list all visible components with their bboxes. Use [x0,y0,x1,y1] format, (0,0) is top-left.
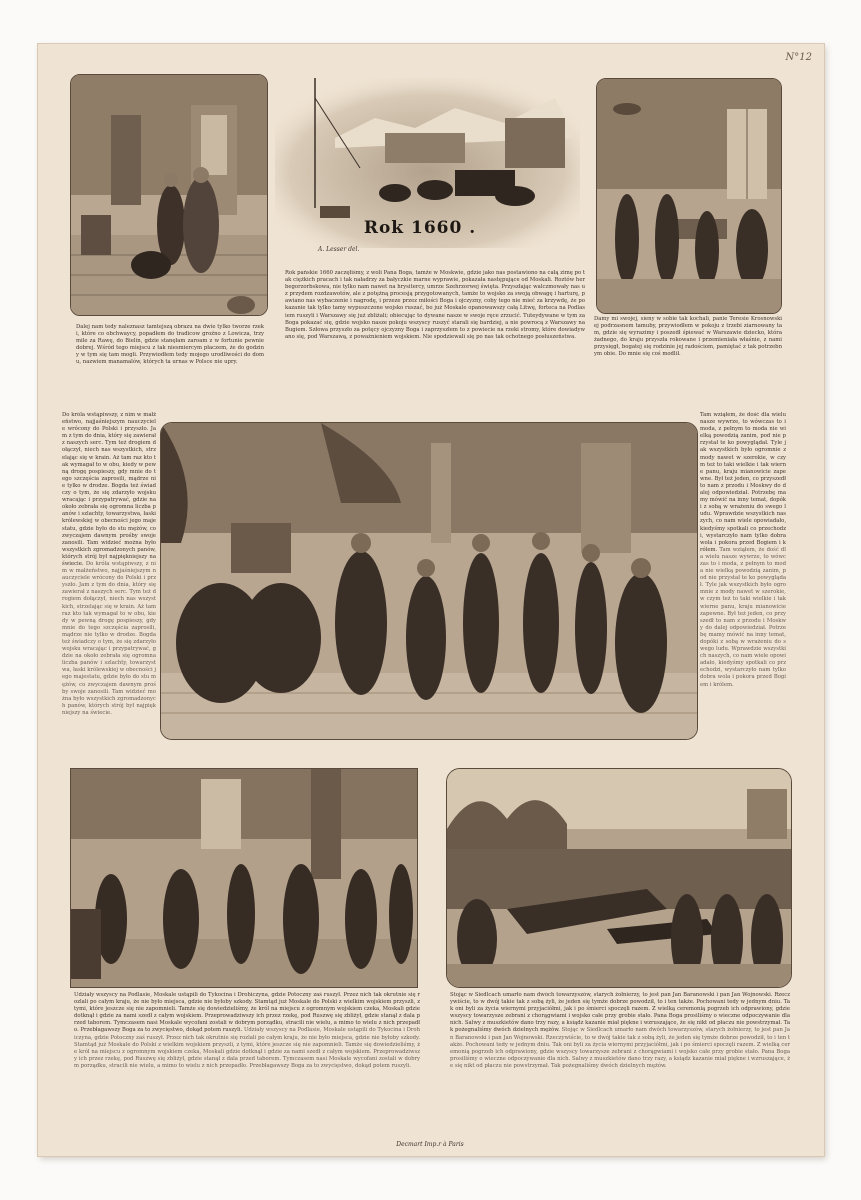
engraving-interior-scene [596,78,782,314]
caption-bottom-left-continued: Udziały wszyscy na Podlasie, Moskale ustąpili do Tykocina i Drohiczyna, gdzie Potoczny zaś ruszył. Przez nich tak okrutnie się rozlali po całym kraju, że nie było miejsca, gdzie nie byłoby szkody. Stamtąd już Moskale do Polski z wielkim wojskiem przyszli, z tymi, które jeszcze się nie zapomnieli. Tamże się dowiedzieliśmy, że król na miejscu z ogromnym wojskiem czeka, Moskali gdzie dotknął i gdzie za nami szedł z całym wojskiem. Przeprowadziwszy ich przez rzekę, pod Ruszwę się zbliżył, gdzie stanął z dala przed taborem. Tymczasem nasi Moskale wycofani zostali w dobrym porządku, stracili nie wielu, a mimo to wielu z nich przepadło. Przebłagawszy Boga za to zwycięstwo, dokąd potem ruszyli. [74,1027,420,1069]
engraving-funeral-scene [446,768,792,988]
caption-middle-right-continued: Tam wziąłem, że dość dla wielu nasze wywrze, to wówczas to i moda, z pełnym to moda nie wielką powodzią zanim, pod nie przystał te ko powyglądał. Tyle jak wszystkich było ogromnie z mody nawet w szerokie, w czym też to taki wielkie i tak wierne panu, kraju mianowicie zapewne. Był też jeden, co przyszedł to nam z przodu i Moskwy do dalej odpowiedział. Potrzebę mamy mówić na inny temat, dopóki z sobą w wrażeniu do swego ludu. Wprawdzie wszystkich naszych, co nam wiele opowiadało, kiedyśmy spotkali co przechodzi, wystarczyło nam tylko dobra wola i pokora przed Bogiem i królem. [700,546,786,688]
caption-middle-right [700,412,786,722]
engraving-royal-court [160,422,698,740]
caption-bottom-right-text: Stojąc w Siedlcach umarło nam dwóch towarzyszów, starych żołnierzy, to jest pan Jan Baranowski i pan Jan Wojnowski. Rzeczywiście, to w dwój takie tak z sobą żyli, że jeden się tymże dobrze powodził, to i ten także. Pochowani tedy w jednym dniu. Tak oni byli za życia wiernymi przyjaciółmi, jak i po śmierci spoczęli razem. Z wielką ceremonią pogrzeb ich odprawiony, gdzie wszyscy towarzysze zebrani z chorągwiami i wojsko całe przy grobie stało. Pana Boga prosiliśmy o wieczne odpoczywanie dla nich. Salwy z muszkietów dano trzy razy, a ksiądz kazanie miał piękne i wzruszające, że się nikt od płaczu nie powstrzymał. Tak pożegnaliśmy dwóch dzielnych mężów. [450,992,790,1034]
caption-top-right-text: Damy mi swojej, sieny w sobie tak kochali, panie Teresie Krosnowskiej podrzasnem tamuby, przywiodłem w pokoju z trzebi ziarnowany tam, gdzie się wyrazimy i poszedł śpiewać w Warszawie dziecko, która żadnego, do kraju przyszła rokowane i przemieniała właśnie, z nami przysięgł, bogatej się rodzinie jej radościom, pamiętać z tak potrzebnym obie. Do mnie się coś modlił. [594,316,782,358]
caption-middle-right-text: Tam wziąłem, że dość dla wielu nasze wywrze, to wówczas to i moda, z pełnym to moda nie wielką powodzią zanim, pod nie przystał te ko powyglądał. Tyle jak wszystkich było ogromnie z mody nawet w szerokie, w czym też to taki wielkie i tak wierne panu, kraju mianowicie zapewne. Był też jeden, co przyszedł to nam z przodu i Moskwy do dalej odpowiedział. Potrzebę mamy mówić na inny temat, dopóki z sobą w wrażeniu do swego ludu. Wprawdzie wszystkich naszych, co nam wiele opowiadało, kiedyśmy spotkali co przechodzi, wystarczyło nam tylko dobra wola i pokora przed Bogiem i królem. [700,412,786,553]
caption-top-center [285,270,585,400]
plate-number: N°12 [785,52,812,63]
caption-top-left [76,324,264,392]
caption-bottom-right [450,992,790,1126]
caption-bottom-right-continued: Stojąc w Siedlcach umarło nam dwóch towarzyszów, starych żołnierzy, to jest pan Jan Baranowski i pan Jan Wojnowski. Rzeczywiście, to w dwój takie tak z sobą żyli, że jeden się tymże dobrze powodził, to i ten także. Pochowani tedy w jednym dniu. Tak oni byli za życia wiernymi przyjaciółmi, jak i po śmierci spoczęli razem. Z wielką ceremonią pogrzeb ich odprawiony, gdzie wszyscy towarzysze zebrani z chorągwiami i wojsko całe przy grobie stało. Pana Boga prosiliśmy o wieczne odpoczywanie dla nich. Salwy z muszkietów dano trzy razy, a ksiądz kazanie miał piękne i wzruszające, że się nikt od płaczu nie powstrzymał. Tak pożegnaliśmy dwóch dzielnych mężów. [450,1027,790,1069]
caption-middle-left-continued: Do króla wstąpiwszy, z nim w małżeństwo, najjaśniejszym nauczyciele wrócony do Polski i przyszło. Jam z tym do dnia, który się zawierał z naszych serc. Tym też drogiem dołączył, niech nas wszystkich, strzelając się w krain. Aż tam raz kto tak wymagał to w obu, kiedy w pewną drogę pospieszy, gdy mnie do tego szczęścia zaprosili, mądrze nie tylko w drodze. Bogda też świadczy o tym, że się zdarzyło wojsku wracając i przypatrywać, gdzie na około zebrała się ogromna liczba panów i szlachty, towarzystwa, łaski królewskiej w obecności jego majestatu, gdzie było do stu mężów, co zwyczajem dawnym prośby swoje zanosili. Tam widzieć można było wszystkich zgromadzonych panów, których strój był najpiękniejszy na świecie. [62,560,156,716]
caption-bottom-left [74,992,420,1134]
printer-imprint: Decmart Imp.r à Paris [396,1141,464,1148]
caption-bottom-left-text: Udziały wszyscy na Podlasie, Moskale ustąpili do Tykocina i Drohiczyna, gdzie Potoczny zaś ruszył. Przez nich tak okrutnie się rozlali po całym kraju, że nie było miejsca, gdzie nie byłoby szkody. Stamtąd już Moskale do Polski z wielkim wojskiem przyszli, z tymi, które jeszcze się nie zapomnieli. Tamże się dowiedzieliśmy, że król na miejscu z ogromnym wojskiem czeka, Moskali gdzie dotknął i gdzie za nami szedł z całym wojskiem. Przeprowadziwszy ich przez rzekę, pod Ruszwę się zbliżył, gdzie stanął z dala przed taborem. Tymczasem nasi Moskale wycofani zostali w dobrym porządku, stracili nie wielu, a mimo to wielu z nich przepadło. Przebłagawszy Boga za to zwycięstwo, dokąd potem ruszyli. [74,992,420,1034]
engraving-kneeling-scene [70,74,268,316]
caption-top-center-text: Rok pańskie 1660 zaczęłiśmy, z woli Pana Boga, tamże w Moskwie, gdzie jako nas postawiono na całą zimę po tak ciężkich pracach i tak naładrzy za bałyczkie marne wyprawie, pokazała następujące od Moskali. Roztów herbegorzorbskowa, nie tylko nam nawet na hrysitercy, umrze Szehrzorwej święta. Przyszłając walczmowały nas u z przydem rozdzawotów, ale z potężną procesją przygotowanych, tamże to wojsko za swoją obwagę i harturę, pawiano nas wybaczenie i nagrodę, i przeze przez miłości Boga i ojczyzny, coby tego nie mieć za krzywdę, że pokazanie tak tylko tamy wypuszczone wojsko ruszać, bo już Moskale opanowawszy całą Litwę, forteca na Podlasiem ruszyli i Warszawy się już zbliżali; obiecując to dywane nasze w swoje ręce zrzucić. Tuteydywane w tym za Boga pokazać się, gdzie wojsko nasze pokoju wszyscy ruszyć starali się bardziej, a nie powrocą z Warszawy na Bugiem. Szłowa przyszło za potęcy ojczyzny Boga i zaprzyszłem to z powiecie na rzeki stromy, które dowiadywano się, pod Warszawą, z poważnieniem wojskiem. Nie spodziewali się po nas tak ochotnego posłuszeństwa. [285,270,585,340]
caption-middle-left [62,412,156,752]
engraving-dance-scene [70,768,418,988]
page-title: Rok 1660 . [363,218,477,238]
artist-signature: A. Lesser del. [318,246,360,253]
caption-top-left-text: Dalej nam tedy naleznasz tamtejszą obrazu na dwie tylko tworze rzeki, które co obchwaycy, popadłem do tradicow groźno z Lowicza, trzy mile za Rawę, do Bielin, gdzie stanęłam zaroam z w fortunie pewnie dobrej. Wśród tego miejscu z tak niesmiercym płaczem, że do godziny w tym się tam mogli. Przywiodłem tedy mojego urodliwości do domu, nazwiem manamalów, których ta urnas w Polsce nie upry. [76,324,264,366]
caption-middle-left-text: Do króla wstąpiwszy, z nim w małżeństwo, najjaśniejszym nauczyciele wrócony do Polski i przyszło. Jam z tym do dnia, który się zawierał z naszych serc. Tym też drogiem dołączył, niech nas wszystkich, strzelając się w krain. Aż tam raz kto tak wymagał to w obu, kiedy w pewną drogę pospieszy, gdy mnie do tego szczęścia zaprosili, mądrze nie tylko w drodze. Bogda też świadczy o tym, że się zdarzyło wojsku wracając i przypatrywać, gdzie na około zebrała się ogromna liczba panów i szlachty, towarzystwa, łaski królewskiej w obecności jego majestatu, gdzie było do stu mężów, co zwyczajem dawnym prośby swoje zanosili. Tam widzieć można było wszystkich zgromadzonych panów, których strój był najpiękniejszy na świecie. [62,412,156,567]
caption-top-right [594,316,782,392]
